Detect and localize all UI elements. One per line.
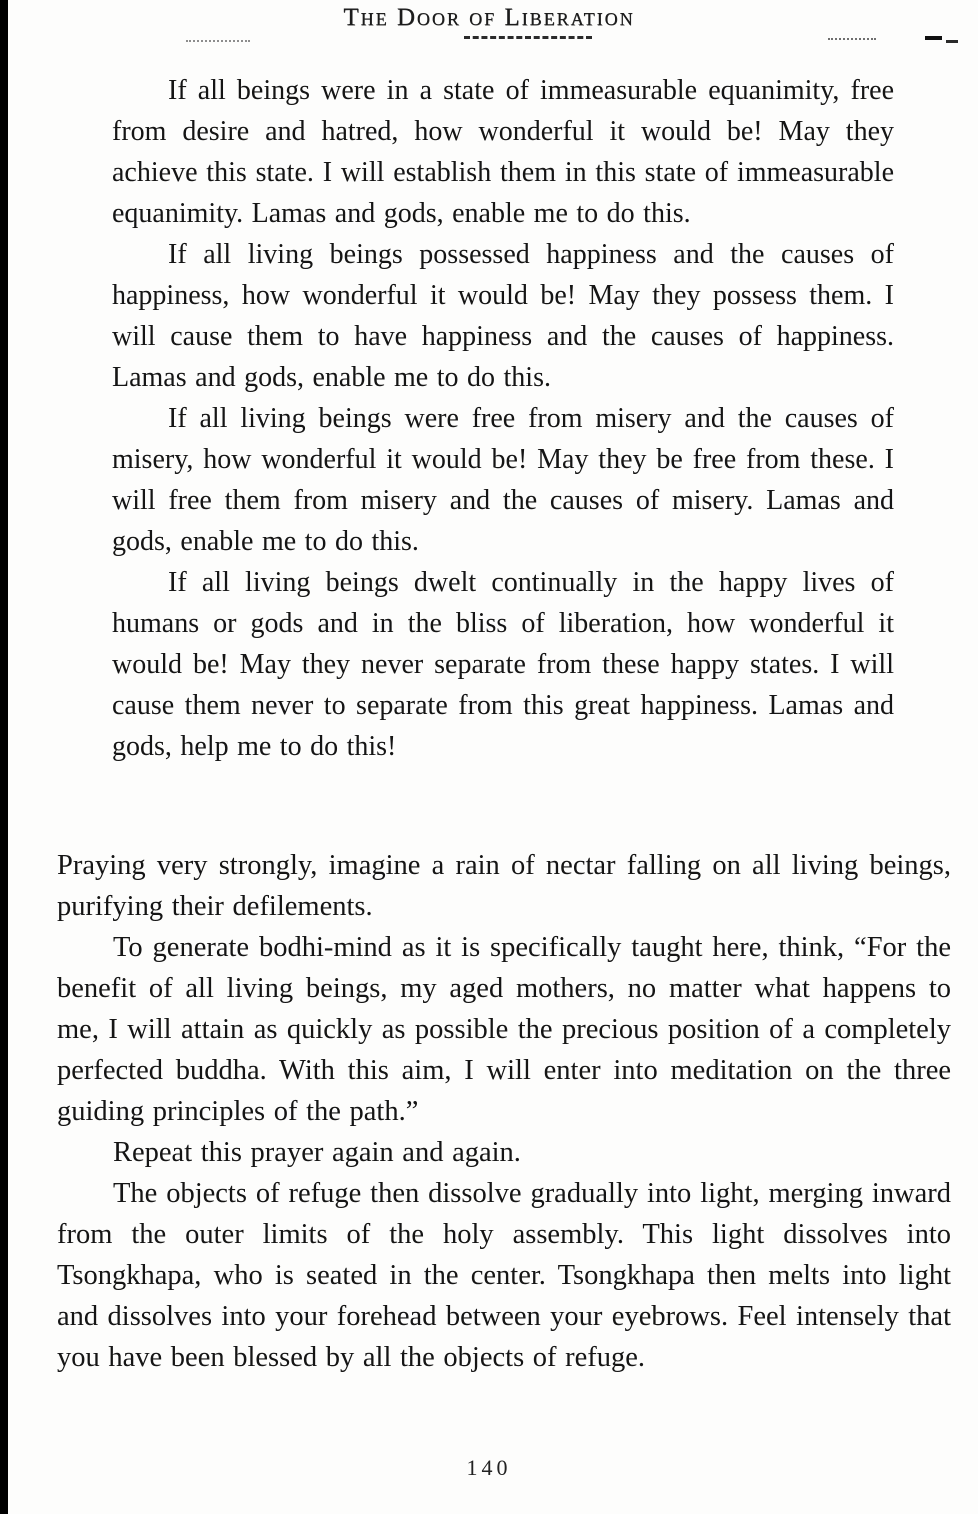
scan-artifact-right-dash <box>946 40 958 43</box>
extract-paragraph-equanimity: If all beings were in a state of immeasurable equanimity, free from desire and hatred, how wonderful it would be! May they achieve this state. I will establish them in this state of immeasurable equanimity. Lamas and gods, enable me to do this. <box>112 75 894 229</box>
title-underline-artifact <box>464 36 592 39</box>
prayer-extract-block <box>112 70 894 767</box>
running-title: The Door of Liberation <box>343 4 635 31</box>
scan-artifact-left-dashes <box>186 40 250 42</box>
page-number: 140 <box>466 1455 512 1480</box>
body-paragraph-nectar: Praying very strongly, imagine a rain of nectar falling on all living beings, purifying their defilements. <box>57 850 951 922</box>
body-text-block <box>57 845 951 1378</box>
scan-gutter-edge <box>0 0 8 1514</box>
scan-artifact-right-dash <box>925 36 942 40</box>
body-paragraph-repeat: Repeat this prayer again and again. <box>113 1137 521 1168</box>
body-paragraph-bodhi-mind: To generate bodhi-mind as it is specifically taught here, think, “For the benefit of all living beings, my aged mothers, no matter what happens to me, I will attain as quickly as possible the precious position of a completely perfected buddha. With this aim, I will enter into meditation on the three guiding principles of the path.” <box>57 932 951 1127</box>
scan-artifact-right-dots <box>828 38 876 40</box>
extract-paragraph-misery: If all living beings were free from misery and the causes of misery, how wonderful it would be! May they be free from these. I will free them from misery and the causes of misery. Lamas and gods, enable me to do this. <box>112 403 894 557</box>
body-paragraph-dissolve: The objects of refuge then dissolve gradually into light, merging inward from the outer limits of the holy assembly. This light dissolves into Tsongkhapa, who is seated in the center. Tsongkhapa then melts into light and dissolves into your forehead between your eyebrows. Feel intensely that you have been blessed by all the objects of refuge. <box>57 1178 951 1373</box>
extract-paragraph-liberation: If all living beings dwelt continually in the happy lives of humans or gods and in the bliss of liberation, how wonderful it would be! May they never separate from these happy states. I will cause them never to separate from this great happiness. Lamas and gods, help me to do this! <box>112 567 894 762</box>
extract-paragraph-happiness: If all living beings possessed happiness and the causes of happiness, how wonderful it would be! May they possess them. I will cause them to have happiness and the causes of happiness. Lamas and gods, enable me to do this. <box>112 239 894 393</box>
